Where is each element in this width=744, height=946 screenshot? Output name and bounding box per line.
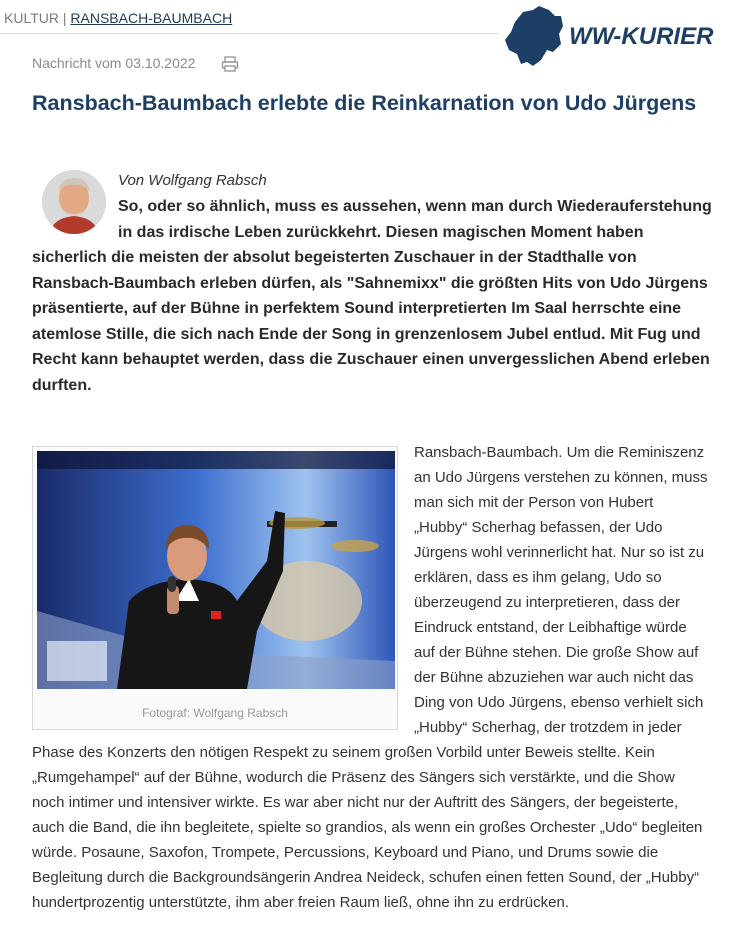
article-headline: Ransbach-Baumbach erlebte die Reinkarnation von Udo Jürgens	[32, 91, 697, 115]
author-portrait-icon	[42, 170, 106, 234]
article-body	[32, 440, 710, 915]
breadcrumb-separator: |	[58, 10, 71, 26]
region-map-icon	[503, 4, 741, 70]
breadcrumb-location-link[interactable]: RANSBACH-BAUMBACH	[70, 10, 233, 26]
article-photo[interactable]	[32, 446, 398, 730]
lead-paragraph: So, oder so ähnlich, muss es aussehen, wenn man durch Wiederauferstehung in das irdische Leben zurückkehrt. Diesen magischen Moment haben sicherlich die meisten der absolut begeisterten Zuschauer in der Stadthalle von Ransbach-Baumbach erleben dürfen, als "Sahnemixx" die größten Hits von Udo Jürgens präsentierte, auf der Bühne in perfektem Sound interpretierten Im Saal herrschte eine atemlose Stille, die sich nach Ende der Song in grenzenlosem Jubel entlud. Mit Fug und Recht kann behauptet werden, dass die Zuschauer einen unvergesslichen Abend erleben durften.	[32, 198, 712, 394]
ww-kurier-logo[interactable]	[503, 4, 741, 70]
header-divider	[0, 33, 498, 34]
breadcrumb-section-link[interactable]: KULTUR	[4, 10, 59, 26]
logo-text: WW-KURIER	[569, 23, 714, 50]
body-paragraph: Ransbach-Baumbach. Um die Reminiszenz an Udo Jürgens verstehen zu können, muss man sich mit der Person von Hubert „Hubby“ Scherhag befassen, der Udo Jürgens wohl verinnerlicht hat. Nur so ist zu erklären, dass es ihm gelang, Udo so überzeugend zu interpretieren, dass der Eindruck entstand, der Leibhaftige würde auf der Bühne stehen. Die große Show auf der Bühne abzuziehen war auch nicht das Ding von Udo Jürgens, ebenso verhielt sich „Hubby“ Scherhag, der trotzdem in jeder Phase des Konzerts den nötigen Respekt zu seinem großen Vorbild unter Beweis stellte. Kein „Rumgehampel“ auf der Bühne, wodurch die Präsenz des Sängers sich verstärkte, und die Show noch intimer und intensiver wirkte. Es war aber nicht nur der Auftritt des Sängers, der begeisterte, auch die Band, die ihn begleitete, spielte so grandios, als wenn ein großes Orchester „Udo“ begleiten würde. Posaune, Saxofon, Trompete, Percussions, Keyboard und Piano, und Drums sowie die Begleitung durch die Backgroundsängerin Andrea Neideck, schufen einen fetten Sound, der „Hubby“ hundertprozentig unterstützte, ihm aber freien Raum ließ, ohne ihn zu erdrücken.	[32, 444, 708, 911]
author-avatar	[42, 170, 106, 234]
concert-photo	[37, 451, 395, 689]
author-name: Von Wolfgang Rabsch	[118, 172, 267, 189]
publication-date: Nachricht vom 03.10.2022	[32, 55, 196, 71]
article-lead	[32, 168, 712, 398]
photo-caption: Fotograf: Wolfgang Rabsch	[142, 706, 288, 720]
breadcrumb	[4, 10, 232, 26]
print-icon[interactable]	[221, 55, 239, 73]
